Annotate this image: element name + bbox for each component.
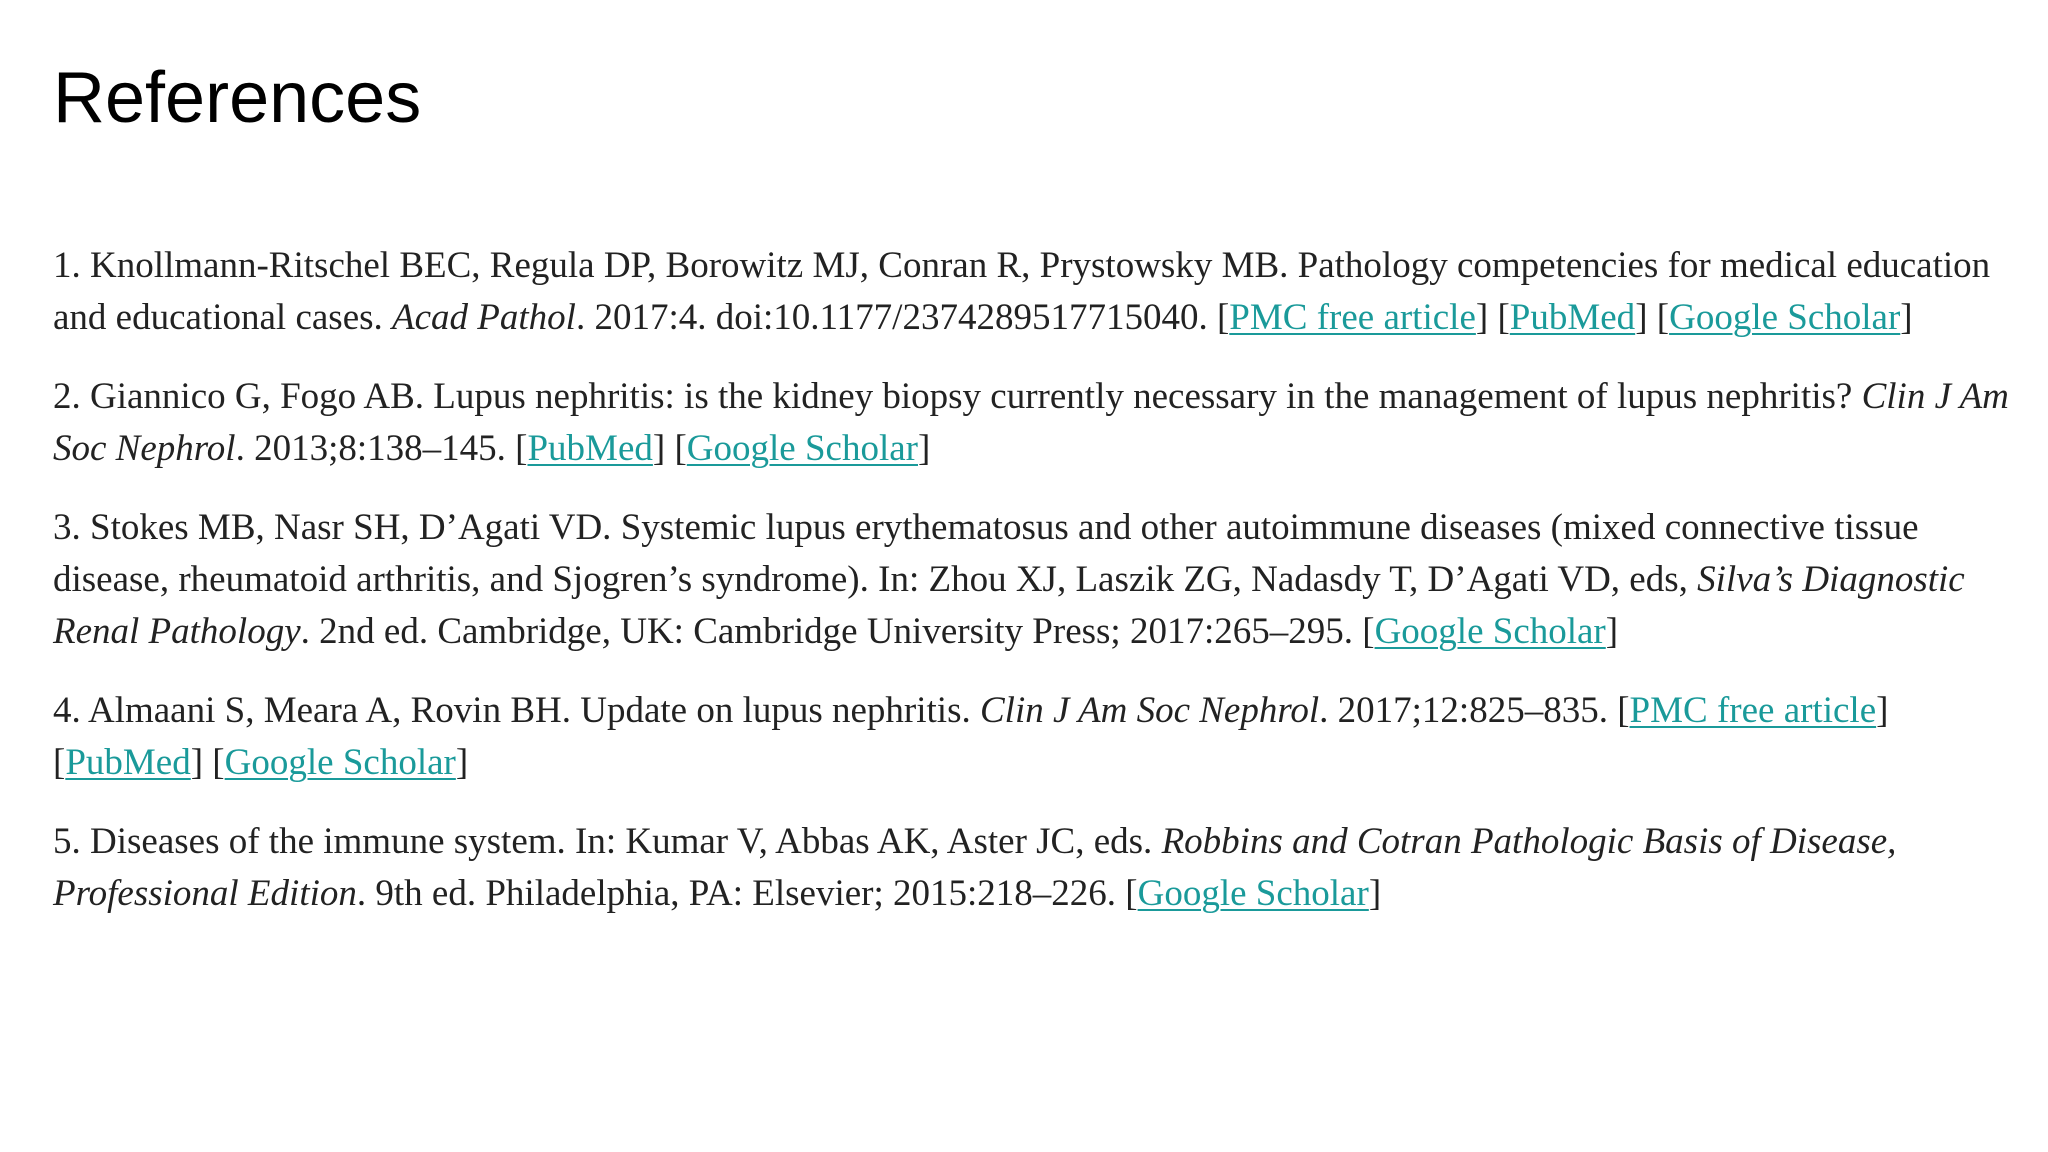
- reference-title: Systemic lupus erythematosus and other autoimmune diseases (mixed connective tissue disease, rheumatoid arthritis, and Sjogren’s syndrome). In: Zhou XJ, Laszik ZG, Nadasdy T, D’Agati VD, eds,: [53, 507, 1919, 600]
- reference-item-4: 4. Almaani S, Meara A, Rovin BH. Update on lupus nephritis. Clin J Am Soc Nephrol. 2017;12:825–835. [PMC free article] [PubMed] [Google Scholar]: [53, 690, 1889, 783]
- google-scholar-link[interactable]: Google Scholar: [686, 428, 918, 469]
- pubmed-link[interactable]: PubMed: [1509, 297, 1636, 338]
- reference-authors: Diseases of the immune system. In: Kumar V, Abbas AK, Aster JC, eds.: [90, 821, 1153, 862]
- google-scholar-link[interactable]: Google Scholar: [1137, 873, 1369, 914]
- reference-number: 5.: [53, 821, 81, 862]
- reference-item-1: 1. Knollmann-Ritschel BEC, Regula DP, Borowitz MJ, Conran R, Prystowsky MB. Pathology competencies for medical education and educational cases. Acad Pathol. 2017:4. doi:10.1177/2374289517715040. [PMC free article] [PubMed] [Google Scholar]: [53, 245, 1991, 338]
- reference-item-2: 2. Giannico G, Fogo AB. Lupus nephritis: is the kidney biopsy currently necessary in the management of lupus nephritis? Clin J Am Soc Nephrol. 2013;8:138–145. [PubMed] [Google Scholar]: [53, 376, 2009, 469]
- pmc-free-article-link[interactable]: PMC free article: [1629, 690, 1877, 731]
- reference-number: 3.: [53, 507, 81, 548]
- reference-item-5: 5. Diseases of the immune system. In: Kumar V, Abbas AK, Aster JC, eds. Robbins and Cotran Pathologic Basis of Disease, Professional Edition. 9th ed. Philadelphia, PA: Elsevier; 2015:218–226. [Google Scholar]: [53, 821, 1897, 914]
- pubmed-link[interactable]: PubMed: [527, 428, 653, 469]
- reference-details: . 2017;12:825–835.: [1319, 690, 1608, 731]
- reference-title: Update on lupus nephritis.: [580, 690, 971, 731]
- reference-item-3: 3. Stokes MB, Nasr SH, D’Agati VD. Systemic lupus erythematosus and other autoimmune diseases (mixed connective tissue disease, rheumatoid arthritis, and Sjogren’s syndrome). In: Zhou XJ, Laszik ZG, Nadasdy T, D’Agati VD, eds, Silva’s Diagnostic Renal Pathology. 2nd ed. Cambridge, UK: Cambridge University Press; 2017:265–295. [Google Scholar]: [53, 507, 1965, 652]
- reference-number: 4.: [53, 690, 81, 731]
- reference-number: 1.: [53, 245, 81, 286]
- reference-authors: Stokes MB, Nasr SH, D’Agati VD.: [90, 507, 612, 548]
- reference-number: 2.: [53, 376, 81, 417]
- reference-journal: Robbins and Cotran Pathologic Basis of Disease, Professional Edition: [53, 821, 1897, 914]
- google-scholar-link[interactable]: Google Scholar: [224, 742, 456, 783]
- reference-title: Lupus nephritis: is the kidney biopsy currently necessary in the management of lupus nephritis?: [433, 376, 1853, 417]
- reference-authors: Almaani S, Meara A, Rovin BH.: [87, 690, 571, 731]
- reference-journal: Silva’s Diagnostic Renal Pathology: [53, 559, 1965, 652]
- reference-list: [53, 240, 2013, 947]
- reference-title: Pathology competencies for medical education and educational cases.: [53, 245, 1991, 338]
- google-scholar-link[interactable]: Google Scholar: [1669, 297, 1901, 338]
- reference-details: . 9th ed. Philadelphia, PA: Elsevier; 2015:218–226.: [356, 873, 1117, 914]
- page-title: References: [53, 58, 422, 138]
- google-scholar-link[interactable]: Google Scholar: [1374, 611, 1606, 652]
- reference-journal: Clin J Am Soc Nephrol: [53, 376, 2009, 469]
- reference-authors: Knollmann-Ritschel BEC, Regula DP, Borowitz MJ, Conran R, Prystowsky MB.: [90, 245, 1289, 286]
- pmc-free-article-link[interactable]: PMC free article: [1229, 297, 1476, 338]
- reference-details: . 2013;8:138–145.: [235, 428, 506, 469]
- reference-authors: Giannico G, Fogo AB.: [90, 376, 425, 417]
- reference-journal: Clin J Am Soc Nephrol: [980, 690, 1320, 731]
- pubmed-link[interactable]: PubMed: [65, 742, 191, 783]
- reference-details: . 2017:4. doi:10.1177/2374289517715040.: [575, 297, 1208, 338]
- reference-journal: Acad Pathol: [392, 297, 576, 338]
- reference-details: . 2nd ed. Cambridge, UK: Cambridge University Press; 2017:265–295.: [300, 611, 1353, 652]
